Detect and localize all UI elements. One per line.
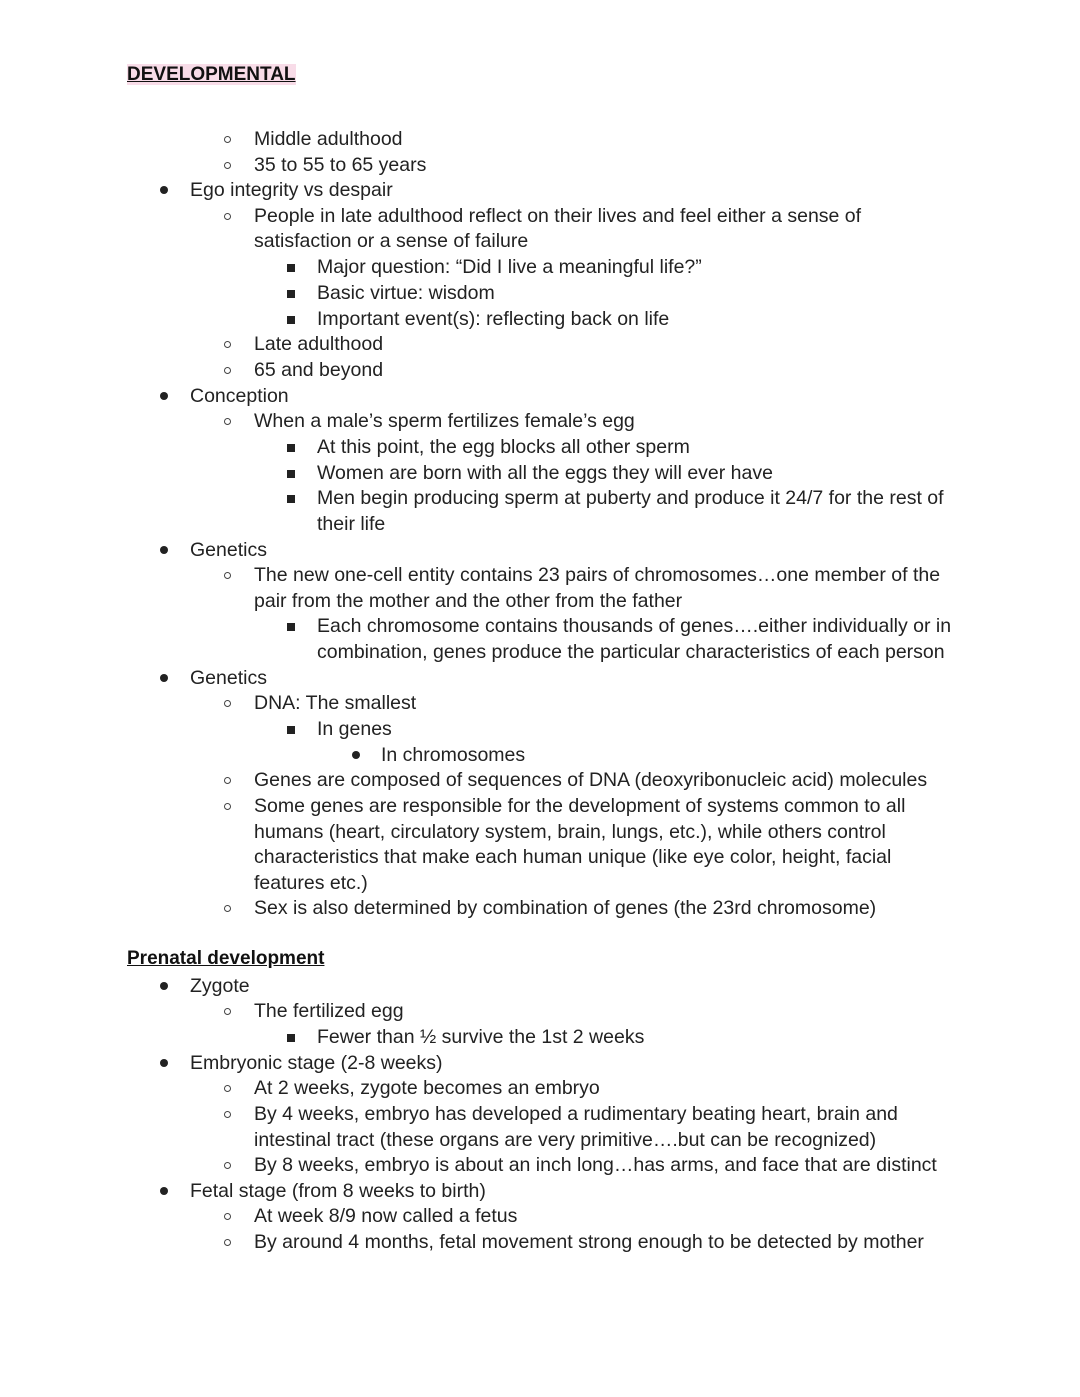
list-item: Conception <box>190 385 289 407</box>
circle-bullet-icon <box>224 341 231 348</box>
list-item-continuation: pair from the mother and the other from the father <box>254 590 683 612</box>
circle-bullet-icon <box>224 1213 231 1220</box>
circle-bullet-icon <box>224 1239 231 1246</box>
list-item: At week 8/9 now called a fetus <box>254 1205 518 1227</box>
list-item: Genetics <box>190 539 267 561</box>
circle-bullet-icon <box>224 700 231 707</box>
list-item: Women are born with all the eggs they will ever have <box>317 462 773 484</box>
list-item: In genes <box>317 718 392 740</box>
square-bullet-icon <box>287 290 295 298</box>
list-item: Middle adulthood <box>254 128 403 150</box>
list-item: Fewer than ½ survive the 1st 2 weeks <box>317 1026 645 1048</box>
list-item: Late adulthood <box>254 333 384 355</box>
disc-bullet-icon <box>160 982 168 990</box>
list-item-continuation: humans (heart, circulatory system, brain, lungs, etc.), while others control <box>254 821 886 843</box>
circle-bullet-icon <box>224 1111 231 1118</box>
list-item-continuation: combination, genes produce the particular characteristics of each person <box>317 641 945 663</box>
circle-bullet-icon <box>224 1085 231 1092</box>
circle-bullet-icon <box>224 213 231 220</box>
list-item: At this point, the egg blocks all other sperm <box>317 436 690 458</box>
list-item: Some genes are responsible for the development of systems common to all <box>254 795 906 817</box>
list-item: People in late adulthood reflect on their lives and feel either a sense of <box>254 205 862 227</box>
list-item-continuation: their life <box>317 513 386 535</box>
list-item: Zygote <box>190 975 250 997</box>
square-bullet-icon <box>287 264 295 272</box>
disc-bullet-icon <box>160 1187 168 1195</box>
disc-bullet-icon <box>160 1059 168 1067</box>
circle-bullet-icon <box>224 367 231 374</box>
circle-bullet-icon <box>224 1162 231 1169</box>
disc-bullet-icon <box>160 674 168 682</box>
square-bullet-icon <box>287 726 295 734</box>
list-item: Embryonic stage (2-8 weeks) <box>190 1052 443 1074</box>
list-item: By around 4 months, fetal movement strong enough to be detected by mother <box>254 1231 924 1253</box>
list-item: Important event(s): reflecting back on life <box>317 308 670 330</box>
section-heading-prenatal: Prenatal development <box>127 948 325 969</box>
list-item: Each chromosome contains thousands of genes….either individually or in <box>317 615 952 637</box>
list-item-continuation: characteristics that make each human unique (like eye color, height, facial <box>254 846 892 868</box>
square-bullet-icon <box>287 316 295 324</box>
list-item: Major question: “Did I live a meaningful life?” <box>317 256 702 278</box>
circle-bullet-icon <box>224 162 231 169</box>
list-item: 65 and beyond <box>254 359 384 381</box>
list-item: The new one-cell entity contains 23 pairs of chromosomes…one member of the <box>254 564 941 586</box>
circle-bullet-icon <box>224 418 231 425</box>
list-item: Men begin producing sperm at puberty and produce it 24/7 for the rest of <box>317 487 944 509</box>
circle-bullet-icon <box>224 803 231 810</box>
list-item-continuation: features etc.) <box>254 872 368 894</box>
list-item: Basic virtue: wisdom <box>317 282 495 304</box>
square-bullet-icon <box>287 444 295 452</box>
list-item: When a male’s sperm fertilizes female’s egg <box>254 410 635 432</box>
list-item: The fertilized egg <box>254 1000 404 1022</box>
disc-bullet-icon <box>352 751 360 759</box>
disc-bullet-icon <box>160 186 168 194</box>
list-item: DNA: The smallest <box>254 692 417 714</box>
disc-bullet-icon <box>160 546 168 554</box>
list-item: Ego integrity vs despair <box>190 179 393 201</box>
list-item-continuation: satisfaction or a sense of failure <box>254 230 529 252</box>
circle-bullet-icon <box>224 1008 231 1015</box>
circle-bullet-icon <box>224 905 231 912</box>
square-bullet-icon <box>287 495 295 503</box>
list-item: Fetal stage (from 8 weeks to birth) <box>190 1180 486 1202</box>
disc-bullet-icon <box>160 392 168 400</box>
circle-bullet-icon <box>224 136 231 143</box>
square-bullet-icon <box>287 470 295 478</box>
list-item: Genetics <box>190 667 267 689</box>
square-bullet-icon <box>287 623 295 631</box>
list-item: In chromosomes <box>381 744 526 766</box>
circle-bullet-icon <box>224 777 231 784</box>
list-item: Genes are composed of sequences of DNA (deoxyribonucleic acid) molecules <box>254 769 928 791</box>
square-bullet-icon <box>287 1034 295 1042</box>
section-heading-developmental: DEVELOPMENTAL <box>127 64 296 85</box>
list-item: 35 to 55 to 65 years <box>254 154 427 176</box>
list-item: Sex is also determined by combination of genes (the 23rd chromosome) <box>254 897 877 919</box>
list-item: By 8 weeks, embryo is about an inch long…has arms, and face that are distinct <box>254 1154 937 1176</box>
list-item: By 4 weeks, embryo has developed a rudimentary beating heart, brain and <box>254 1103 898 1125</box>
list-item-continuation: intestinal tract (these organs are very primitive….but can be recognized) <box>254 1129 877 1151</box>
circle-bullet-icon <box>224 572 231 579</box>
list-item: At 2 weeks, zygote becomes an embryo <box>254 1077 600 1099</box>
